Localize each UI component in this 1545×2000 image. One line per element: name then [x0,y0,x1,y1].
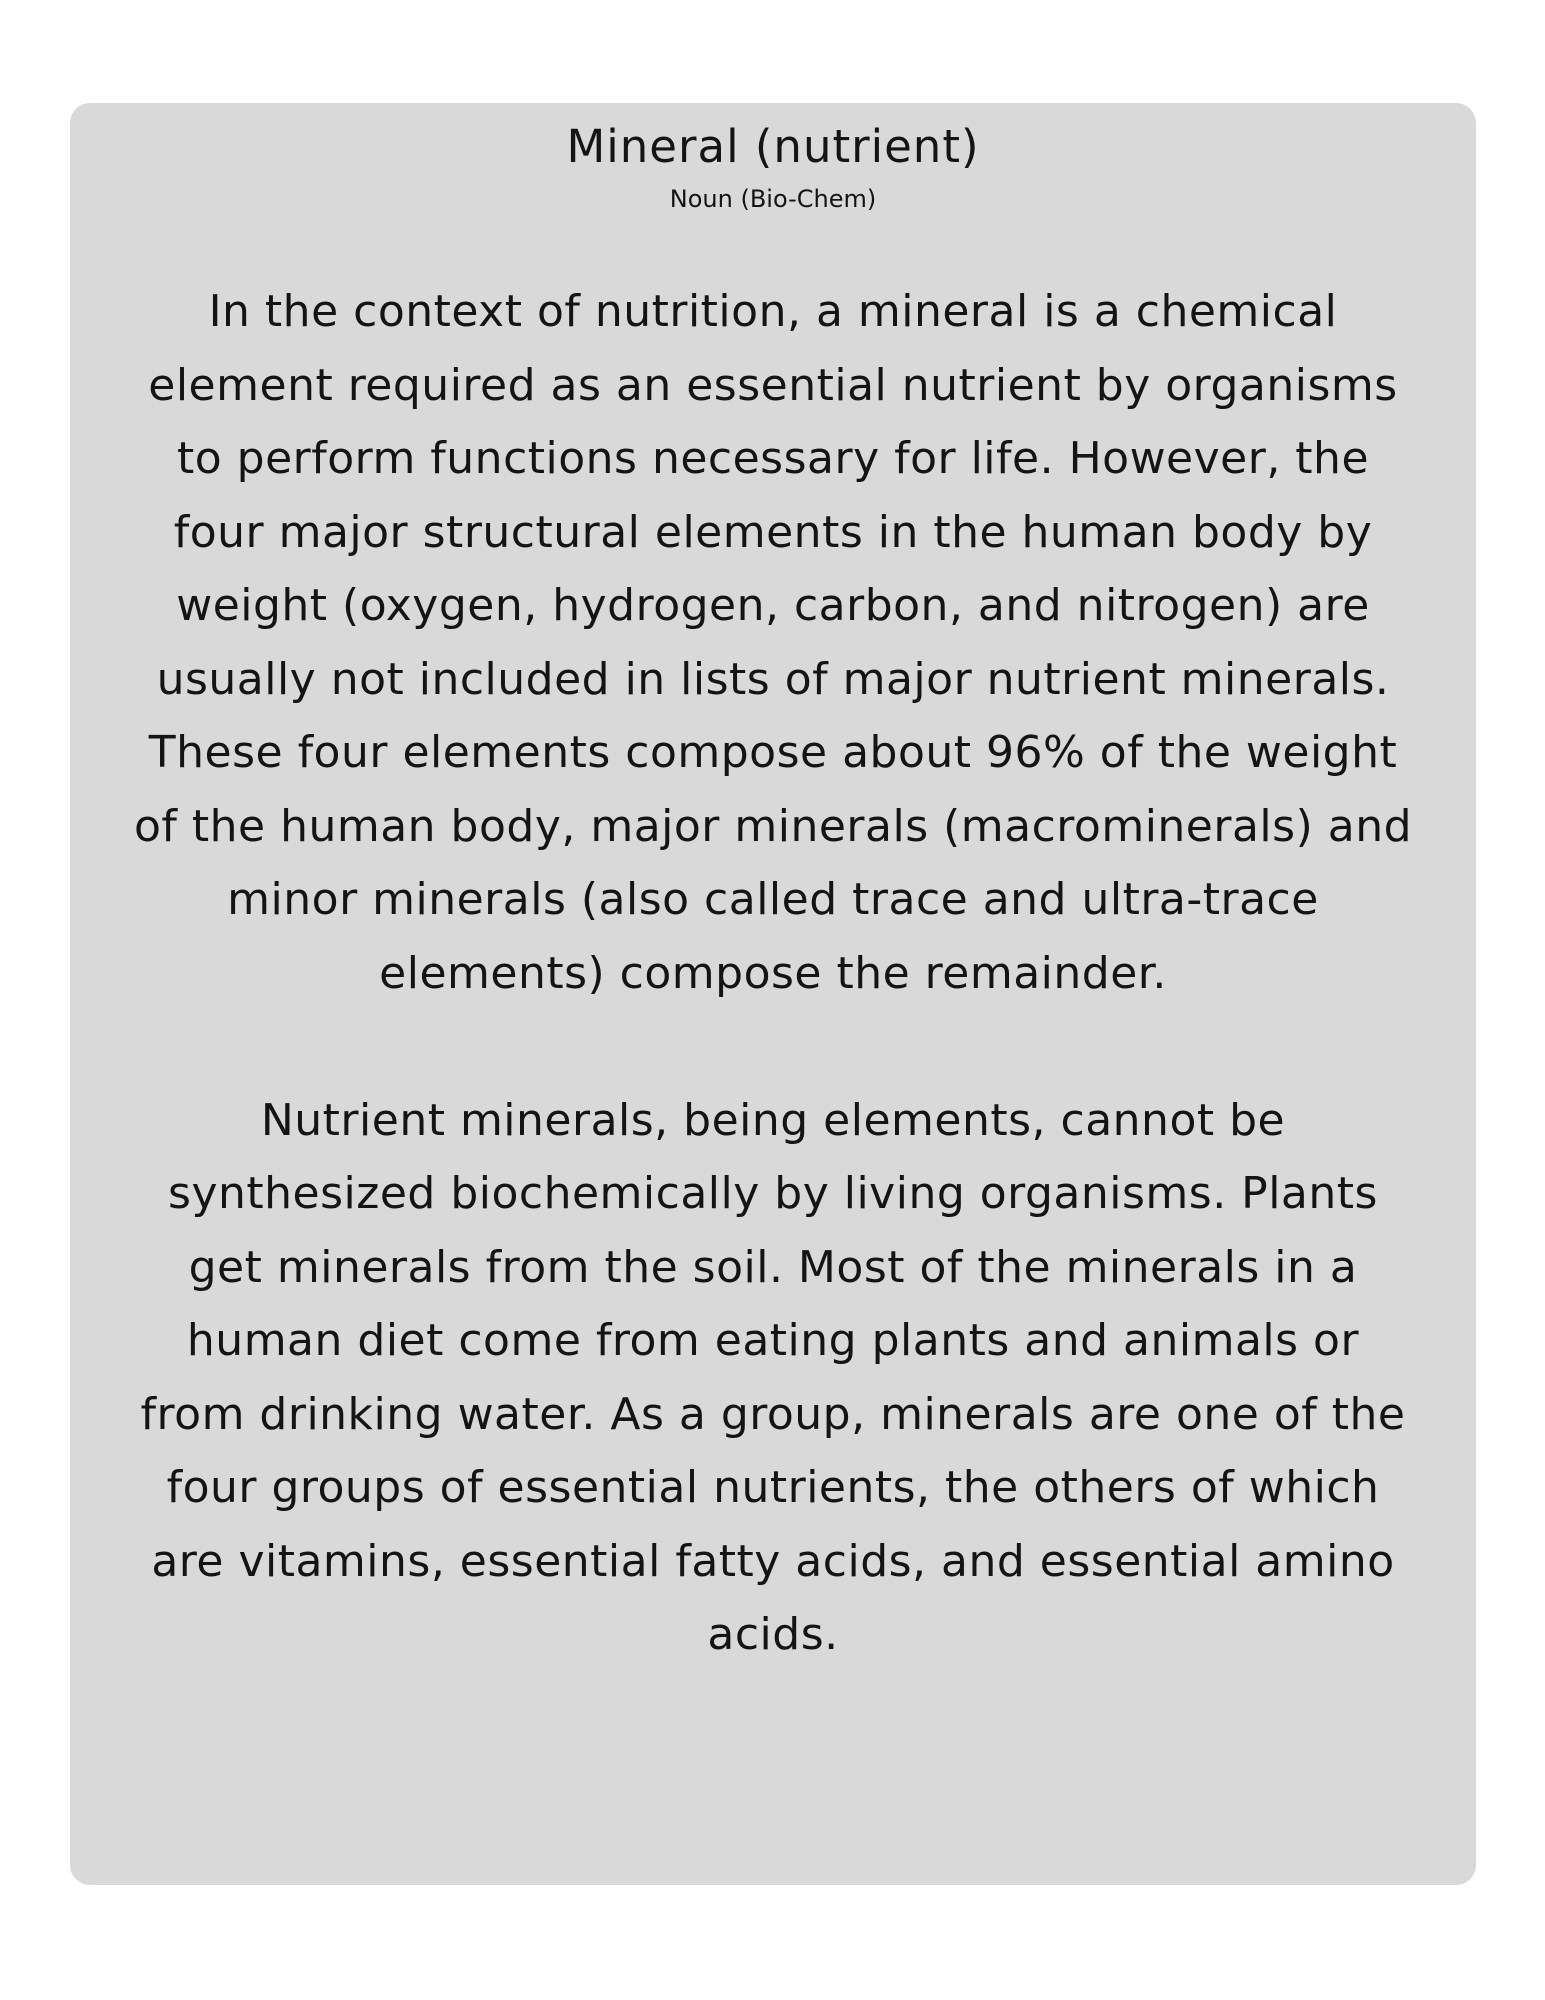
definition-body [130,275,1416,1672]
term-title: Mineral (nutrient) [566,120,980,173]
part-of-speech: Noun (Bio-Chem) [669,185,877,213]
definition-paragraph-2: Nutrient minerals, being elements, cannot be synthesized biochemically by living organisms. Plants get minerals from the soil. Most of the minerals in a human diet come from eating plants and animals or from drinking water. As a group, minerals are one of the four groups of essential nutrients, the others of which are vitamins, essential fatty acids, and essential amino acids. [140,1094,1406,1660]
definition-paragraph-1: In the context of nutrition, a mineral is a chemical element required as an essential nutrient by organisms to perform functions necessary for life. However, the four major structural elements in the human body by weight (oxygen, hydrogen, carbon, and nitrogen) are usually not included in lists of major nutrient minerals. These four elements compose about 96% of the weight of the human body, major minerals (macrominerals) and minor minerals (also called trace and ultra-trace elements) compose the remainder. [133,286,1413,999]
definition-card [70,103,1476,1885]
